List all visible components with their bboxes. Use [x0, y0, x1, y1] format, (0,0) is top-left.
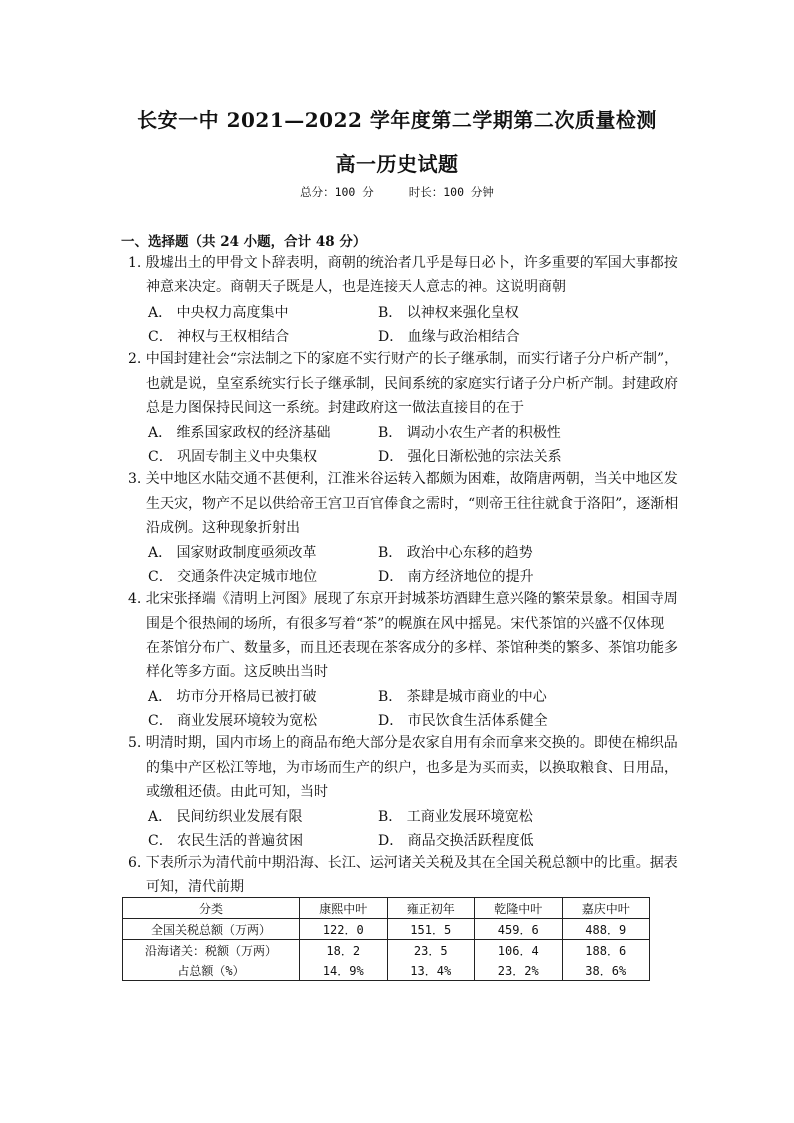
question-4-line-2: 围是个很热闹的场所，有很多写着“茶”的幌旗在风中摇晃。宋代茶馆的兴盛不仅体现	[146, 616, 665, 632]
q2-option-c: C． 巩固专制主义中央集权	[148, 449, 318, 465]
q1-option-a: A． 中央权力高度集中	[148, 305, 289, 321]
table-cell: 18．2	[300, 940, 388, 961]
q4-option-c: C． 商业发展环境较为宽松	[148, 713, 318, 729]
table-row	[123, 919, 650, 940]
question-3-line-1: 3. 关中地区水陆交通不甚便利，江淮米谷运转入都颇为困难，故隋唐两朝，当关中地区发	[128, 471, 678, 487]
q4-option-b: B． 茶肆是城市商业的中心	[378, 689, 547, 705]
table-cell: 全国关税总额（万两）	[123, 919, 300, 940]
section-heading: 一、选择题（共 24 小题，合计 48 分）	[121, 234, 367, 250]
question-6-line-2: 可知，清代前期	[146, 879, 244, 895]
question-1-line-1: 1. 殷墟出土的甲骨文卜辞表明，商朝的统治者几乎是每日必卜，许多重要的军国大事都按	[128, 255, 678, 271]
question-4-line-3: 在茶馆分布广、数量多，而且还表现在茶客成分的多样、茶馆种类的繁多、茶馆功能多	[146, 640, 678, 656]
table-header: 康熙中叶	[300, 898, 388, 919]
table-header: 乾隆中叶	[475, 898, 563, 919]
question-5-line-2: 的集中产区松江等地，为市场而生产的织户，也多是为买而卖，以换取粮食、日用品，	[146, 760, 678, 776]
exam-subtitle: 高一历史试题	[335, 152, 459, 176]
table-cell: 188．6	[562, 940, 650, 961]
table-cell: 沿海诸关：税额（万两）	[123, 940, 300, 961]
question-5-line-3: 或缴租还债。由此可知，当时	[146, 784, 328, 800]
question-2-line-3: 总是力图保持民间这一系统。封建政府这一做法直接目的在于	[146, 400, 524, 416]
table-cell: 23．2%	[475, 960, 563, 981]
q3-option-d: D． 南方经济地位的提升	[378, 569, 534, 585]
table-header: 雍正初年	[387, 898, 475, 919]
q4-option-a: A． 坊市分开格局已被打破	[148, 689, 317, 705]
question-2-line-2: 也就是说，皇室系统实行长子继承制，民间系统的家庭实行诸子分户析产制。封建政府	[146, 376, 678, 392]
q5-option-a: A． 民间纺织业发展有限	[148, 809, 303, 825]
q1-option-b: B． 以神权来强化皇权	[378, 305, 519, 321]
q2-option-d: D． 强化日渐松弛的宗法关系	[378, 449, 562, 465]
q2-option-b: B． 调动小农生产者的积极性	[378, 425, 561, 441]
question-1-line-2: 神意来决定。商朝天子既是人，也是连接天人意志的神。这说明商朝	[146, 279, 566, 295]
q3-option-c: C． 交通条件决定城市地位	[148, 569, 318, 585]
table-header-row	[123, 898, 650, 919]
question-3-line-2: 生天灾，物产不足以供给帝王宫卫百官俸食之需时，“则帝王往往就食于洛阳”，逐渐相	[146, 496, 679, 512]
table-row	[123, 940, 650, 961]
table-row	[123, 960, 650, 981]
q5-option-d: D． 商品交换活跃程度低	[378, 833, 534, 849]
question-5-line-1: 5. 明清时期，国内市场上的商品布绝大部分是农家自用有余而拿来交换的。即使在棉织品	[128, 735, 678, 751]
question-2-line-1: 2. 中国封建社会“宗法制之下的家庭不实行财产的长子继承制，而实行诸子分户析产制”，	[128, 351, 679, 367]
duration: 时长：100 分钟	[408, 185, 494, 199]
table-cell: 14．9%	[300, 960, 388, 981]
question-4-line-1: 4. 北宋张择端《清明上河图》展现了东京开封城茶坊酒肆生意兴隆的繁荣景象。相国寺周	[128, 591, 678, 607]
q5-option-b: B． 工商业发展环境宽松	[378, 809, 533, 825]
table-cell: 488．9	[562, 919, 650, 940]
q5-option-c: C． 农民生活的普遍贫困	[148, 833, 304, 849]
q1-option-d: D． 血缘与政治相结合	[378, 329, 520, 345]
exam-title: 长安一中 2021—2022 学年度第二学期第二次质量检测	[137, 108, 657, 132]
table-cell: 占总额（%）	[123, 960, 300, 981]
question-4-line-4: 样化等多方面。这反映出当时	[146, 664, 328, 680]
table-header: 分类	[123, 898, 300, 919]
table-cell: 38．6%	[562, 960, 650, 981]
exam-meta	[0, 184, 794, 200]
table-header: 嘉庆中叶	[562, 898, 650, 919]
question-3-line-3: 沿成例。这种现象折射出	[146, 520, 300, 536]
table-cell: 13．4%	[387, 960, 475, 981]
customs-tax-table	[122, 897, 650, 981]
table-cell: 106．4	[475, 940, 563, 961]
question-6-line-1: 6. 下表所示为清代前中期沿海、长江、运河诸关关税及其在全国关税总额中的比重。据表	[128, 855, 678, 871]
q4-option-d: D． 市民饮食生活体系健全	[378, 713, 548, 729]
table-cell: 459．6	[475, 919, 563, 940]
table-cell: 122．0	[300, 919, 388, 940]
q3-option-a: A． 国家财政制度亟须改革	[148, 545, 317, 561]
q3-option-b: B． 政治中心东移的趋势	[378, 545, 533, 561]
q1-option-c: C． 神权与王权相结合	[148, 329, 290, 345]
table-cell: 23．5	[387, 940, 475, 961]
total-score: 总分：100 分	[300, 185, 374, 199]
q2-option-a: A． 维系国家政权的经济基础	[148, 425, 331, 441]
table-cell: 151．5	[387, 919, 475, 940]
